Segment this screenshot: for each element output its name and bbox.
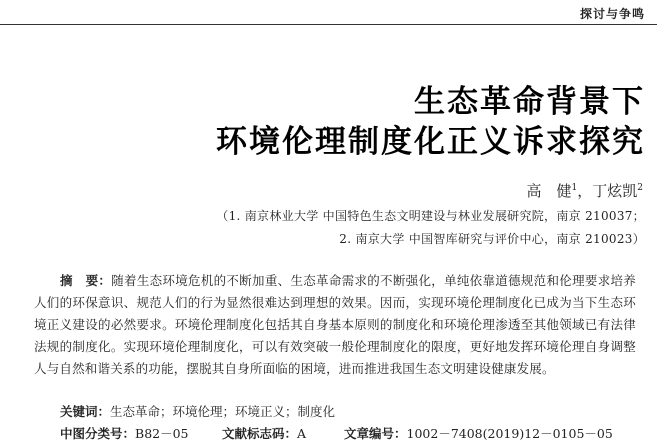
clc-label: 中图分类号：	[60, 426, 136, 441]
article-number-value: 1002－7408(2019)12－0105－05	[406, 426, 613, 441]
article-metadata	[60, 424, 650, 442]
clc-number	[60, 424, 222, 442]
author-separator: ，	[577, 182, 593, 200]
article-title-line2: 环境伦理制度化正义诉求探究	[216, 124, 645, 160]
document-code	[222, 424, 344, 442]
affiliation-2: 2. 南京大学 中国智库研究与评价中心，南京 210023）	[339, 232, 645, 246]
author-name: 高 健	[526, 182, 572, 200]
section-tag: 探讨与争鸣	[579, 7, 645, 21]
article-number-label: 文章编号：	[344, 426, 407, 441]
article-number	[344, 424, 613, 442]
author-affiliation-mark: 2	[637, 183, 643, 193]
author-affiliation-mark: 1	[571, 183, 578, 193]
article-title-line1: 生态革命背景下	[414, 84, 645, 120]
document-code-value: A	[297, 426, 307, 441]
abstract-text: 随着生态环境危机的不断加重、生态革命需求的不断强化，单纯依靠道德规范和伦理要求培养人们的环保意识、规范人们的行为显然很难达到理想的效果。因而，实现环境伦理制度化已成为当下生态环境正义建设的必然要求。环境伦理制度化包括其自身基本原则的制度化和环境伦理渗透至其他领域已有法律法规的制度化。实现环境伦理制度化，可以有效突破一般伦理制度化的限度，更好地发挥环境伦理自身调整人与自然和谐关系的功能，摆脱其自身所面临的困境，进而推进我国生态文明建设健康发展。	[34, 273, 636, 376]
author-line	[526, 180, 643, 201]
document-code-label: 文献标志码：	[222, 426, 298, 441]
author-name: 丁炫凯	[592, 182, 638, 200]
keywords-label: 关键词：	[60, 404, 111, 419]
affiliation-1: （1. 南京林业大学 中国特色生态文明建设与林业发展研究院，南京 210037；	[216, 209, 645, 223]
keywords	[60, 402, 335, 420]
clc-value: B82－05	[135, 426, 189, 441]
abstract	[34, 270, 636, 380]
abstract-label: 摘 要：	[60, 273, 112, 288]
header-rule	[0, 24, 657, 25]
keywords-text: 生态革命；环境伦理；环境正义；制度化	[110, 404, 336, 419]
